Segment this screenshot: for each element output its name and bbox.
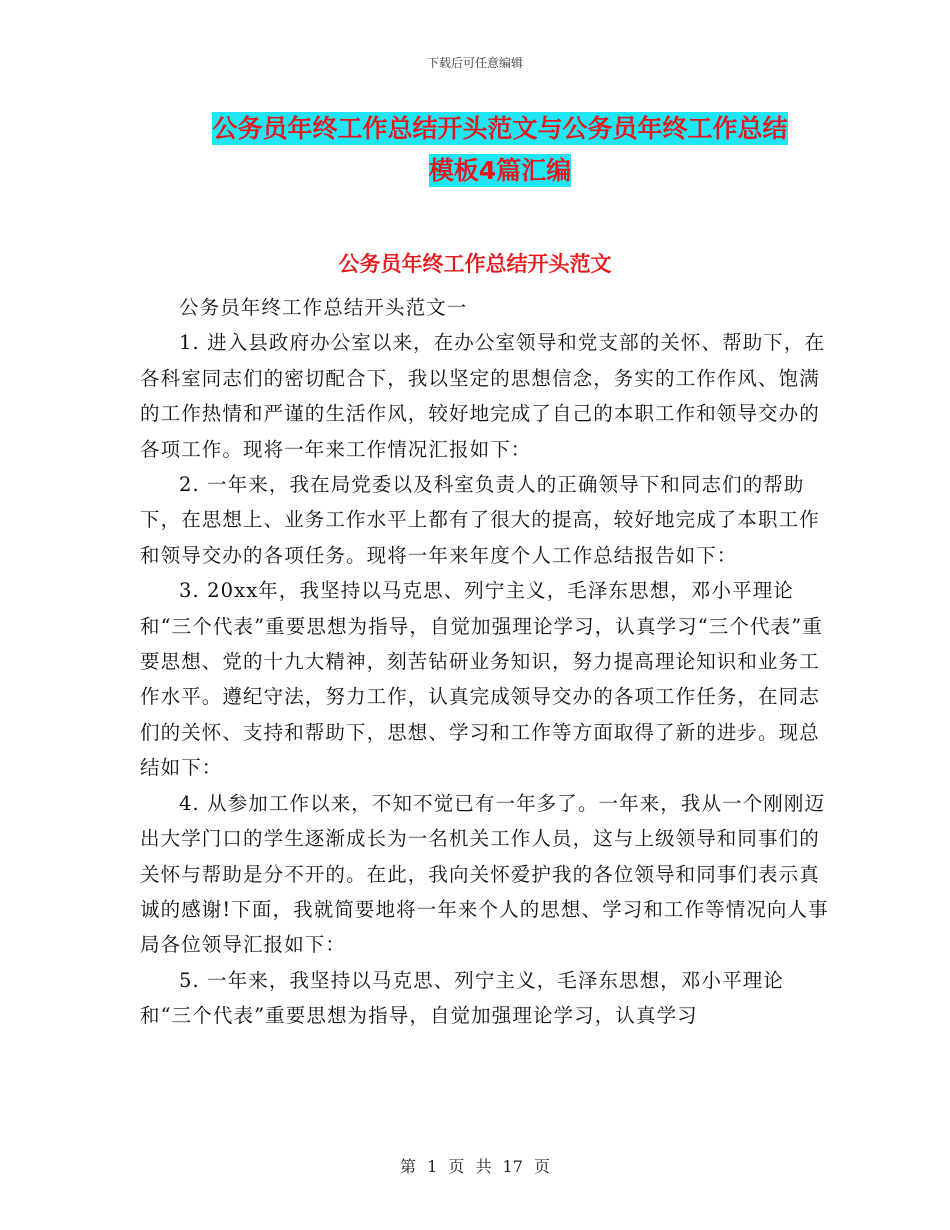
paragraph-1: 1. 进入县政府办公室以来，在办公室领导和党支部的关怀、帮助下，在各科室同志们的密切配合下，我以坚定的思想信念，务实的工作作风、饱满的工作热情和严谨的生活作风，较好地完成了自己的本职工作和领导交办的各项工作。现将一年来工作情况汇报如下： [140,331,826,461]
subheading: 公务员年终工作总结开头范文一 [179,296,468,319]
header-note: 下载后可任意编辑 [426,56,523,70]
document-title [140,108,860,192]
section-title: 公务员年终工作总结开头范文 [338,252,612,276]
paragraph-5: 5. 一年来，我坚持以马克思、列宁主义，毛泽东思想，邓小平理论和“三个代表”重要思想为指导，自觉加强理论学习，认真学习 [140,968,784,1028]
title-line-1: 公务员年终工作总结开头范文与公务员年终工作总结 [212,114,788,143]
title-line-2: 模板4篇汇编 [428,156,572,185]
paragraph-3: 3. 20xx年，我坚持以马克思、列宁主义，毛泽东思想，邓小平理论和“三个代表”重要思想为指导，自觉加强理论学习，认真学习“三个代表”重要思想、党的十九大精神，刻苦钻研业务知识，努力提高理论知识和业务工作水平。遵纪守法，努力工作，认真完成领导交办的各项工作任务，在同志们的关怀、支持和帮助下，思想、学习和工作等方面取得了新的进步。现总结如下： [140,579,823,780]
document-body [140,290,830,1034]
paragraph-2: 2. 一年来，我在局党委以及科室负责人的正确领导下和同志们的帮助下，在思想上、业务工作水平上都有了很大的提高，较好地完成了本职工作和领导交办的各项任务。现将一年来年度个人工作总结报告如下： [140,473,820,567]
paragraph-4: 4. 从参加工作以来，不知不觉已有一年多了。一年来，我从一个刚刚迈出大学门口的学生逐渐成长为一名机关工作人员，这与上级领导和同事们的关怀与帮助是分不开的。在此，我向关怀爱护我的各位领导和同事们表示真诚的感谢!下面，我就简要地将一年来个人的思想、学习和工作等情况向人事局各位领导汇报如下： [140,791,829,957]
page-footer: 第 1 页 共 17 页 [400,1157,550,1176]
